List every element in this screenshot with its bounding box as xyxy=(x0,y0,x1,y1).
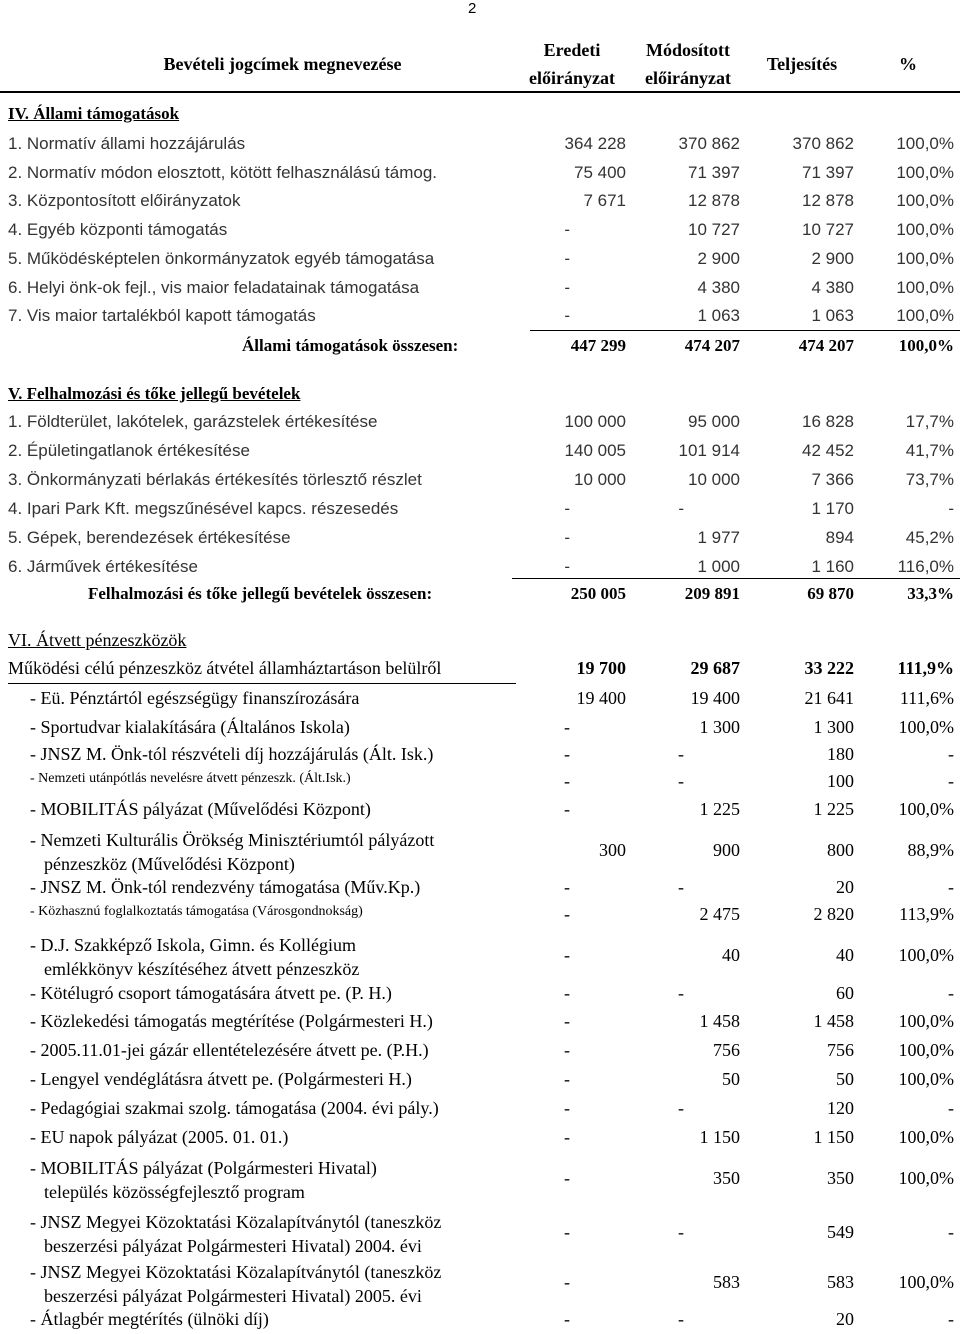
row-percent: 113,9% xyxy=(899,904,954,924)
row-percent: - xyxy=(948,1098,954,1118)
row-label: 6. Járművek értékesítése xyxy=(8,557,198,576)
row-label-line2: település közösségfejlesztő program xyxy=(44,1182,305,1202)
row-label: - 2005.11.01-jei gázár ellentételezésére átvett pe. (P.H.) xyxy=(30,1040,429,1060)
row-actual: 42 452 xyxy=(802,441,854,460)
column-header-actual: Teljesítés xyxy=(766,54,838,74)
row-label: - Átlagbér megtérítés (ülnöki díj) xyxy=(30,1309,269,1329)
row-percent: 45,2% xyxy=(905,528,954,547)
row-label: 3. Központosított előirányzatok xyxy=(8,191,241,211)
row-original: 19 400 xyxy=(576,688,626,708)
row-original: 300 xyxy=(599,840,626,860)
row-actual: 4 380 xyxy=(811,277,854,297)
row-label-line1: - Nemzeti Kulturális Örökség Minisztériumtól pályázott xyxy=(30,830,435,850)
row-original: 10 000 xyxy=(574,470,626,489)
row-label: - Pedagógiai szakmai szolg. támogatása (2004. évi pály.) xyxy=(30,1098,439,1118)
row-label-line1: - MOBILITÁS pályázat (Polgármesteri Hivatal) xyxy=(30,1158,377,1178)
row-modified: - xyxy=(678,1309,684,1329)
row-percent: 100,0% xyxy=(896,306,954,326)
row-percent: - xyxy=(948,983,954,1003)
row-original: - xyxy=(564,277,570,297)
row-actual: 120 xyxy=(827,1098,854,1118)
row-label xyxy=(30,933,359,981)
row-actual: 370 862 xyxy=(792,134,854,153)
section-title: V. Felhalmozási és tőke jellegű bevételek xyxy=(8,384,301,403)
row-label xyxy=(30,828,434,876)
row-modified: - xyxy=(678,877,684,897)
row-label-line2: beszerzési pályázat Polgármesteri Hivatal) 2005. évi xyxy=(44,1286,422,1306)
subtotal-percent: 111,9% xyxy=(897,658,954,678)
header-divider xyxy=(0,91,960,93)
divider xyxy=(8,683,516,684)
row-actual: 20 xyxy=(836,1309,854,1329)
row-label xyxy=(30,1156,377,1204)
row-modified: 10 727 xyxy=(688,220,740,240)
row-percent: 100,0% xyxy=(898,1127,954,1147)
row-percent: - xyxy=(948,499,954,518)
row-label: 5. Gépek, berendezések értékesítése xyxy=(8,528,291,547)
row-original: 75 400 xyxy=(574,162,626,182)
row-label: - MOBILITÁS pályázat (Művelődési Központ) xyxy=(30,799,371,819)
row-original: 364 228 xyxy=(564,134,626,153)
row-actual: 1 300 xyxy=(813,717,854,737)
row-modified: 10 000 xyxy=(688,470,740,489)
column-header-modified xyxy=(628,36,748,92)
row-modified: 2 900 xyxy=(697,248,740,268)
row-modified: 756 xyxy=(713,1040,740,1060)
row-label: - JNSZ M. Önk-tól rendezvény támogatása (Műv.Kp.) xyxy=(30,877,421,897)
row-actual: 20 xyxy=(836,877,854,897)
section-title: VI. Átvett pénzeszközök xyxy=(8,630,187,650)
subtotal-original: 19 700 xyxy=(576,658,626,678)
row-modified: 1 300 xyxy=(699,717,740,737)
page-number: 2 xyxy=(468,0,477,17)
row-modified: 19 400 xyxy=(690,688,740,708)
row-percent: 17,7% xyxy=(905,412,954,431)
row-percent: 100,0% xyxy=(896,248,954,268)
row-original: 7 671 xyxy=(583,191,626,211)
row-modified: 1 063 xyxy=(697,306,740,326)
total-actual: 69 870 xyxy=(807,584,854,603)
row-actual: 60 xyxy=(836,983,854,1003)
row-original: - xyxy=(564,771,570,791)
section-title: IV. Állami támogatások xyxy=(8,104,180,123)
row-original: - xyxy=(564,1127,570,1147)
row-modified: 50 xyxy=(722,1069,740,1089)
row-original: - xyxy=(564,877,570,897)
row-actual: 12 878 xyxy=(802,191,854,211)
row-label: - Eü. Pénztártól egészségügy finanszírozására xyxy=(30,688,360,708)
row-original: - xyxy=(564,1040,570,1060)
row-percent: 100,0% xyxy=(898,717,954,737)
row-original: - xyxy=(564,1309,570,1329)
row-percent: 100,0% xyxy=(898,945,954,965)
row-original: - xyxy=(564,945,570,965)
row-actual: 1 150 xyxy=(813,1127,854,1147)
row-actual: 100 xyxy=(827,771,854,791)
row-actual: 1 160 xyxy=(811,557,854,576)
row-modified: - xyxy=(678,983,684,1003)
row-original: - xyxy=(564,499,570,518)
row-modified: 1 000 xyxy=(697,557,740,576)
row-modified: - xyxy=(678,1098,684,1118)
row-actual: 549 xyxy=(827,1222,854,1242)
subtotal-label: Működési célú pénzeszköz átvétel államháztartáson belülről xyxy=(8,658,442,678)
row-modified: 12 878 xyxy=(688,191,740,211)
row-label-line1: - JNSZ Megyei Közoktatási Közalapítványtól (taneszköz xyxy=(30,1212,442,1232)
row-actual: 40 xyxy=(836,945,854,965)
row-label: - EU napok pályázat (2005. 01. 01.) xyxy=(30,1127,289,1147)
total-original: 447 299 xyxy=(570,336,626,355)
row-percent: 100,0% xyxy=(896,220,954,240)
row-percent: - xyxy=(948,877,954,897)
row-percent: 100,0% xyxy=(896,277,954,297)
row-label: - Kötélugró csoport támogatására átvett pe. (P. H.) xyxy=(30,983,392,1003)
row-label: - Nemzeti utánpótlás nevelésre átvett pénzeszk. (Ált.Isk.) xyxy=(30,771,351,786)
column-header-original-line2: előirányzat xyxy=(529,68,615,88)
row-actual: 21 641 xyxy=(804,688,854,708)
row-percent: 41,7% xyxy=(905,441,954,460)
row-label: - Sportudvar kialakítására (Általános Iskola) xyxy=(30,717,350,737)
row-percent: 73,7% xyxy=(905,470,954,489)
column-header-percent: % xyxy=(899,54,917,74)
row-original: - xyxy=(564,1011,570,1031)
row-modified: 1 225 xyxy=(699,799,740,819)
row-original: - xyxy=(564,220,570,240)
row-percent: 100,0% xyxy=(898,1040,954,1060)
row-original: - xyxy=(564,528,570,547)
row-percent: - xyxy=(948,744,954,764)
row-label: 1. Földterület, lakótelek, garázstelek értékesítése xyxy=(8,412,378,431)
row-original: - xyxy=(564,744,570,764)
column-header-name: Bevételi jogcímek megnevezése xyxy=(163,54,402,74)
row-original: - xyxy=(564,799,570,819)
row-percent: - xyxy=(948,1309,954,1329)
divider xyxy=(512,578,960,579)
row-modified: 2 475 xyxy=(699,904,740,924)
row-label: - Közhasznú foglalkoztatás támogatása (Városgondnokság) xyxy=(30,904,363,919)
row-actual: 7 366 xyxy=(811,470,854,489)
row-percent: - xyxy=(948,771,954,791)
column-header-modified-line1: Módosított xyxy=(646,40,730,60)
row-percent: 100,0% xyxy=(896,162,954,182)
row-label: 5. Működésképtelen önkormányzatok egyéb támogatása xyxy=(8,248,435,268)
row-original: - xyxy=(564,306,570,326)
row-actual: 1 225 xyxy=(813,799,854,819)
row-label: 7. Vis maior tartalékból kapott támogatás xyxy=(8,306,316,326)
divider xyxy=(530,330,960,331)
row-label: - Lengyel vendéglátásra átvett pe. (Polgármesteri H.) xyxy=(30,1069,412,1089)
row-label-line2: pénzeszköz (Művelődési Központ) xyxy=(44,854,295,874)
row-label: 2. Épületingatlanok értékesítése xyxy=(8,441,250,460)
row-original: - xyxy=(564,1222,570,1242)
row-percent: 100,0% xyxy=(898,1069,954,1089)
row-actual: 2 820 xyxy=(813,904,854,924)
row-label: 6. Helyi önk-ok fejl., vis maior feladatainak támogatása xyxy=(8,277,420,297)
row-percent: 88,9% xyxy=(907,840,954,860)
row-actual: 2 900 xyxy=(811,248,854,268)
row-label: 2. Normatív módon elosztott, kötött felhasználású támog. xyxy=(8,162,437,182)
row-modified: 900 xyxy=(713,840,740,860)
total-modified: 209 891 xyxy=(684,584,740,603)
row-label: 1. Normatív állami hozzájárulás xyxy=(8,134,246,153)
row-actual: 50 xyxy=(836,1069,854,1089)
row-modified: 1 150 xyxy=(699,1127,740,1147)
column-header-original-line1: Eredeti xyxy=(543,40,601,60)
row-actual: 1 170 xyxy=(811,499,854,518)
row-original: - xyxy=(564,1069,570,1089)
row-actual: 350 xyxy=(827,1168,854,1188)
row-actual: 1 063 xyxy=(811,306,854,326)
row-actual: 894 xyxy=(825,528,854,547)
row-modified: 1 458 xyxy=(699,1011,740,1031)
row-original: - xyxy=(564,1272,570,1292)
row-original: - xyxy=(564,248,570,268)
row-original: 100 000 xyxy=(564,412,626,431)
subtotal-actual: 33 222 xyxy=(804,658,854,678)
row-modified: 370 862 xyxy=(678,134,740,153)
row-actual: 16 828 xyxy=(802,412,854,431)
row-label-line1: - JNSZ Megyei Közoktatási Közalapítványtól (taneszköz xyxy=(30,1262,442,1282)
row-label-line2: beszerzési pályázat Polgármesteri Hivatal) 2004. évi xyxy=(44,1236,422,1256)
total-actual: 474 207 xyxy=(798,336,854,355)
total-percent: 33,3% xyxy=(907,584,954,603)
row-modified: 71 397 xyxy=(688,162,740,182)
row-actual: 800 xyxy=(827,840,854,860)
row-modified: 40 xyxy=(722,945,740,965)
total-percent: 100,0% xyxy=(898,336,954,355)
total-label: Felhalmozási és tőke jellegű bevételek összesen: xyxy=(88,584,433,603)
row-actual: 180 xyxy=(827,744,854,764)
row-label: - JNSZ M. Önk-tól részvételi díj hozzájárulás (Ált. Isk.) xyxy=(30,744,434,764)
row-actual: 1 458 xyxy=(813,1011,854,1031)
row-modified: 1 977 xyxy=(697,528,740,547)
row-percent: 100,0% xyxy=(896,134,954,153)
row-original: - xyxy=(564,1098,570,1118)
row-percent: 100,0% xyxy=(898,1272,954,1292)
total-label: Állami támogatások összesen: xyxy=(242,336,459,355)
row-percent: 116,0% xyxy=(897,557,954,576)
row-percent: - xyxy=(948,1222,954,1242)
row-percent: 100,0% xyxy=(898,1011,954,1031)
row-original: - xyxy=(564,557,570,576)
row-label xyxy=(30,1260,441,1308)
row-modified: 583 xyxy=(713,1272,740,1292)
row-modified: 350 xyxy=(713,1168,740,1188)
row-percent: 100,0% xyxy=(898,1168,954,1188)
row-percent: 111,6% xyxy=(899,688,954,708)
row-modified: - xyxy=(678,744,684,764)
row-actual: 756 xyxy=(827,1040,854,1060)
row-original: - xyxy=(564,983,570,1003)
row-label xyxy=(30,1210,441,1258)
row-percent: 100,0% xyxy=(898,799,954,819)
row-actual: 10 727 xyxy=(802,220,854,240)
row-modified: - xyxy=(678,499,684,518)
row-label: 4. Ipari Park Kft. megszűnésével kapcs. részesedés xyxy=(8,499,399,518)
row-modified: - xyxy=(678,1222,684,1242)
row-original: 140 005 xyxy=(564,441,626,460)
total-original: 250 005 xyxy=(570,584,626,603)
row-modified: 95 000 xyxy=(688,412,740,431)
column-header-modified-line2: előirányzat xyxy=(645,68,731,88)
row-modified: 4 380 xyxy=(697,277,740,297)
row-percent: 100,0% xyxy=(896,191,954,211)
row-modified: - xyxy=(678,771,684,791)
row-label: 4. Egyéb központi támogatás xyxy=(8,220,228,240)
row-modified: 101 914 xyxy=(678,441,740,460)
row-original: - xyxy=(564,1168,570,1188)
row-label-line2: emlékkönyv készítéséhez átvett pénzeszköz xyxy=(44,959,360,979)
row-actual: 583 xyxy=(827,1272,854,1292)
row-original: - xyxy=(564,904,570,924)
row-label: - Közlekedési támogatás megtérítése (Polgármesteri H.) xyxy=(30,1011,433,1031)
column-header-original xyxy=(512,36,632,92)
total-modified: 474 207 xyxy=(684,336,740,355)
row-label-line1: - D.J. Szakképző Iskola, Gimn. és Kollégium xyxy=(30,935,356,955)
row-original: - xyxy=(564,717,570,737)
row-actual: 71 397 xyxy=(802,162,854,182)
subtotal-modified: 29 687 xyxy=(690,658,740,678)
row-label: 3. Önkormányzati bérlakás értékesítés törlesztő részlet xyxy=(8,470,422,489)
